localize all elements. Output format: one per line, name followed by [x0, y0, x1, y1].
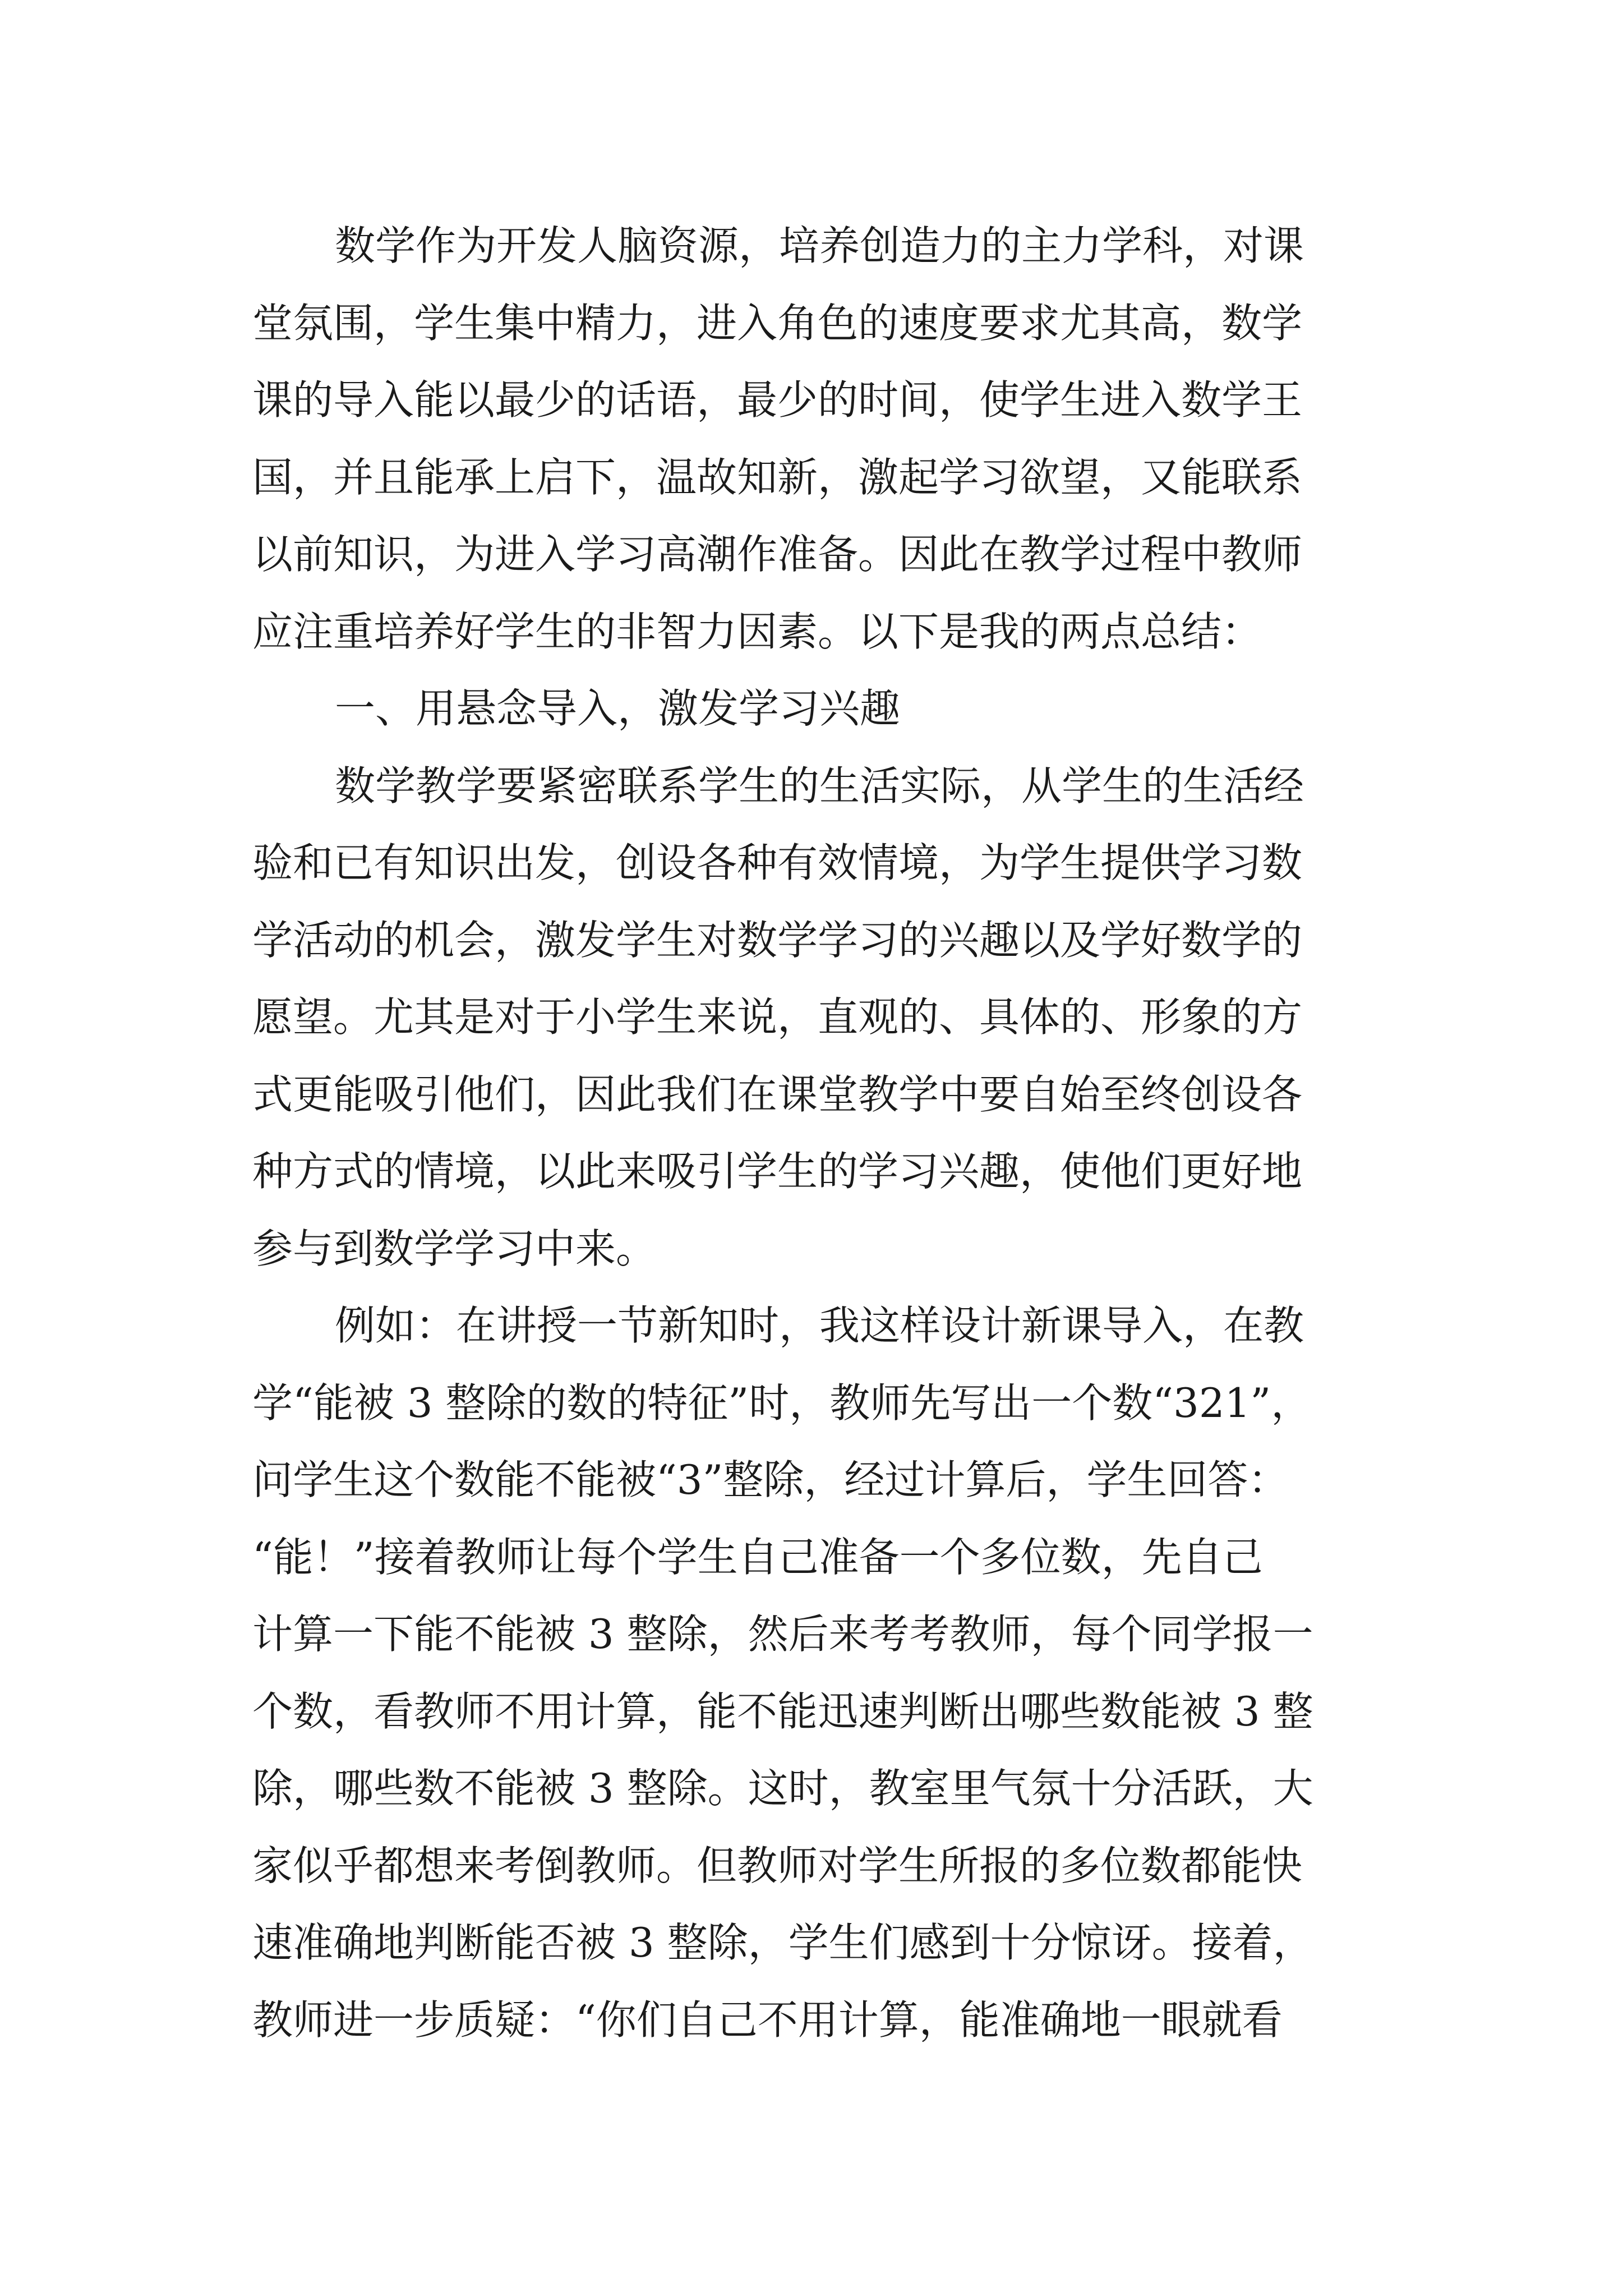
paragraph-3-line-10: 教师进一步质疑：“你们自己不用计算，能准确地一眼就看 [252, 1996, 1283, 2044]
paragraph-3-line-7: 除，哪些数不能被 3 整除。这时，教室里气氛十分活跃，大 [252, 1765, 1313, 1812]
paragraph-3-line-5: 计算一下能不能被 3 整除，然后来考考教师，每个同学报一 [252, 1611, 1313, 1658]
paragraph-1-line-6: 应注重培养好学生的非智力因素。以下是我的两点总结： [252, 608, 1262, 655]
paragraph-2-line-4: 愿望。尤其是对于小学生来说，直观的、具体的、形象的方 [252, 993, 1303, 1041]
paragraph-3-line-9: 速准确地判断能否被 3 整除，学生们感到十分惊讶。接着， [252, 1919, 1313, 1966]
paragraph-3-line-6: 个数，看教师不用计算，能不能迅速判断出哪些数能被 3 整 [252, 1687, 1313, 1735]
paragraph-1-line-2: 堂氛围，学生集中精力，进入角色的速度要求尤其高，数学 [252, 299, 1303, 347]
paragraph-3-line-8: 家似乎都想来考倒教师。但教师对学生所报的多位数都能快 [252, 1842, 1303, 1889]
paragraph-3-line-1: 例如：在讲授一节新知时，我这样设计新课导入，在教 [335, 1302, 1304, 1349]
body-text [252, 208, 1424, 2059]
paragraph-1-line-1: 数学作为开发人脑资源，培养创造力的主力学科，对课 [335, 222, 1304, 269]
paragraph-3-line-4: “能！”接着教师让每个学生自己准备一个多位数，先自己 [252, 1533, 1263, 1581]
paragraph-2-line-5: 式更能吸引他们，因此我们在课堂教学中要自始至终创设各 [252, 1070, 1303, 1118]
paragraph-3-line-2: 学“能被 3 整除的数的特征”时，教师先写出一个数“321”， [252, 1379, 1312, 1427]
paragraph-1-line-4: 国，并且能承上启下，温故知新，激起学习欲望，又能联系 [252, 453, 1303, 501]
paragraph-2-line-1: 数学教学要紧密联系学生的生活实际，从学生的生活经 [335, 762, 1304, 809]
paragraph-2-line-2: 验和已有知识出发，创设各种有效情境，为学生提供学习数 [252, 839, 1303, 886]
section-heading: 一、用悬念导入，激发学习兴趣 [335, 685, 901, 732]
paragraph-1-line-5: 以前知识，为进入学习高潮作准备。因此在教学过程中教师 [252, 531, 1303, 578]
paragraph-2-line-6: 种方式的情境，以此来吸引学生的学习兴趣，使他们更好地 [252, 1148, 1303, 1195]
paragraph-3-line-3: 问学生这个数能不能被“3”整除，经过计算后，学生回答： [252, 1456, 1289, 1503]
paragraph-2-line-3: 学活动的机会，激发学生对数学学习的兴趣以及学好数学的 [252, 916, 1303, 964]
paragraph-1-line-3: 课的导入能以最少的话语，最少的时间，使学生进入数学王 [252, 376, 1303, 424]
paragraph-2-line-7: 参与到数学学习中来。 [252, 1225, 657, 1272]
